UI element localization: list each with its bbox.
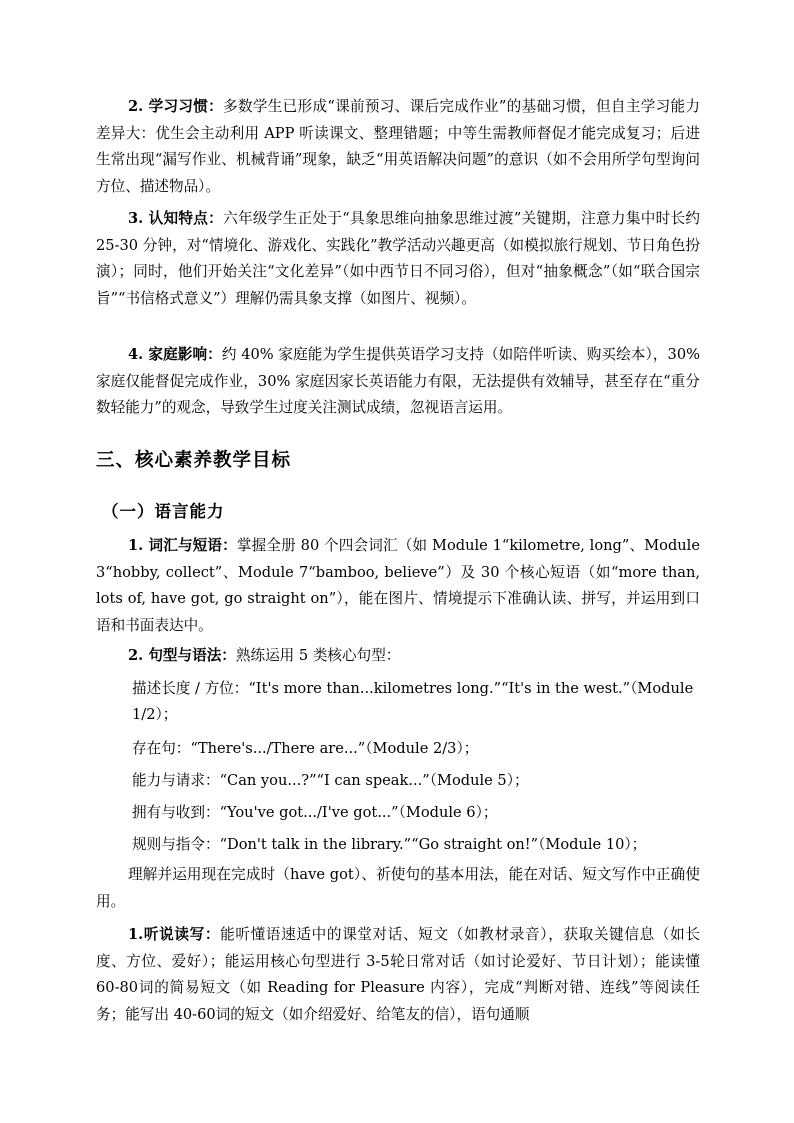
- paragraph-grammar: [96, 643, 700, 670]
- paragraph-label: 1.听说读写：: [128, 926, 221, 943]
- paragraph-understand: 理解并运用现在完成时（have got）、祈使句的基本用法，能在对话、短文写作中正确使用。: [96, 866, 700, 910]
- pattern-item: 拥有与收到：“You've got.../I've got...”（Module 6）；: [132, 804, 498, 821]
- paragraph-text: 能听懂语速适中的课堂对话、短文（如教材录音），获取关键信息（如长度、方位、爱好）；能运用核心句型进行 3-5轮日常对话（如讨论爱好、节日计划）；能读懂 60-80词的简易短文（如 Reading for Pleasure 内容），完成“判断对错、连线”等阅读任务；能写出 40-60词的短文（如介绍爱好、给笔友的信），语句通顺: [96, 926, 700, 1023]
- subsection-heading-language: （一）语言能力: [102, 502, 225, 521]
- paragraph-text: 约 40% 家庭能为学生提供英语学习支持（如陪伴听读、购买绘本），30% 家庭仅能督促完成作业，30% 家庭因家长英语能力有限，无法提供有效辅导，甚至存在“重分数轻能力”的观念，导致学生过度关注测试成绩，忽视语言运用。: [96, 346, 700, 416]
- paragraph-label: 3. 认知特点：: [128, 210, 224, 227]
- paragraph-cognitive-traits: [96, 206, 700, 312]
- pattern-item: 规则与指令：“Don't talk in the library.”“Go straight on!”（Module 10）；: [132, 836, 647, 853]
- paragraph-family-influence: [96, 342, 700, 422]
- pattern-item: 存在句：“There's.../There are...”（Module 2/3）；: [132, 740, 479, 757]
- paragraph-text: 熟练运用 5 类核心句型：: [235, 647, 401, 664]
- paragraph-listen-speak-read-write: [96, 922, 700, 1028]
- paragraph-text: 多数学生已形成“课前预习、课后完成作业”的基础习惯，但自主学习能力差异大：优生会主动利用 APP 听读课文、整理错题；中等生需教师督促才能完成复习；后进生常出现“漏写作业、机械背诵”现象，缺乏“用英语解决问题”的意识（如不会用所学句型询问方位、描述物品）。: [96, 98, 700, 195]
- paragraph-label: 1. 词汇与短语：: [128, 537, 237, 554]
- paragraph-text: 掌握全册 80 个四会词汇（如 Module 1“kilometre, long”、Module 3“hobby, collect”、Module 7“bamboo, believe”）及 30 个核心短语（如“more than, lots of, have got, go straight on”），能在图片、情境提示下准确认读、拼写，并运用到口语和书面表达中。: [96, 537, 700, 634]
- paragraph-label: 4. 家庭影响：: [128, 346, 222, 363]
- section-heading-goals: 三、核心素养教学目标: [96, 450, 292, 471]
- paragraph-text: 六年级学生正处于“具象思维向抽象思维过渡”关键期，注意力集中时长约 25-30 分钟，对“情境化、游戏化、实践化”教学活动兴趣更高（如模拟旅行规划、节日角色扮演）；同时，他们开始关注“文化差异”（如中西节日不同习俗），但对“抽象概念”（如“联合国宗旨”“书信格式意义”）理解仍需具象支撑（如图片、视频）。: [96, 210, 700, 307]
- paragraph-vocabulary: [96, 533, 700, 639]
- pattern-item: 描述长度 / 方位：“It's more than...kilometres long.”“It's in the west.”（Module 1/2）；: [132, 680, 694, 723]
- paragraph-study-habits: [96, 94, 700, 200]
- paragraph-label: 2. 学习习惯：: [128, 98, 224, 115]
- pattern-item: 能力与请求：“Can you...?”“I can speak...”（Module 5）；: [132, 772, 529, 789]
- paragraph-label: 2. 句型与语法：: [128, 647, 236, 664]
